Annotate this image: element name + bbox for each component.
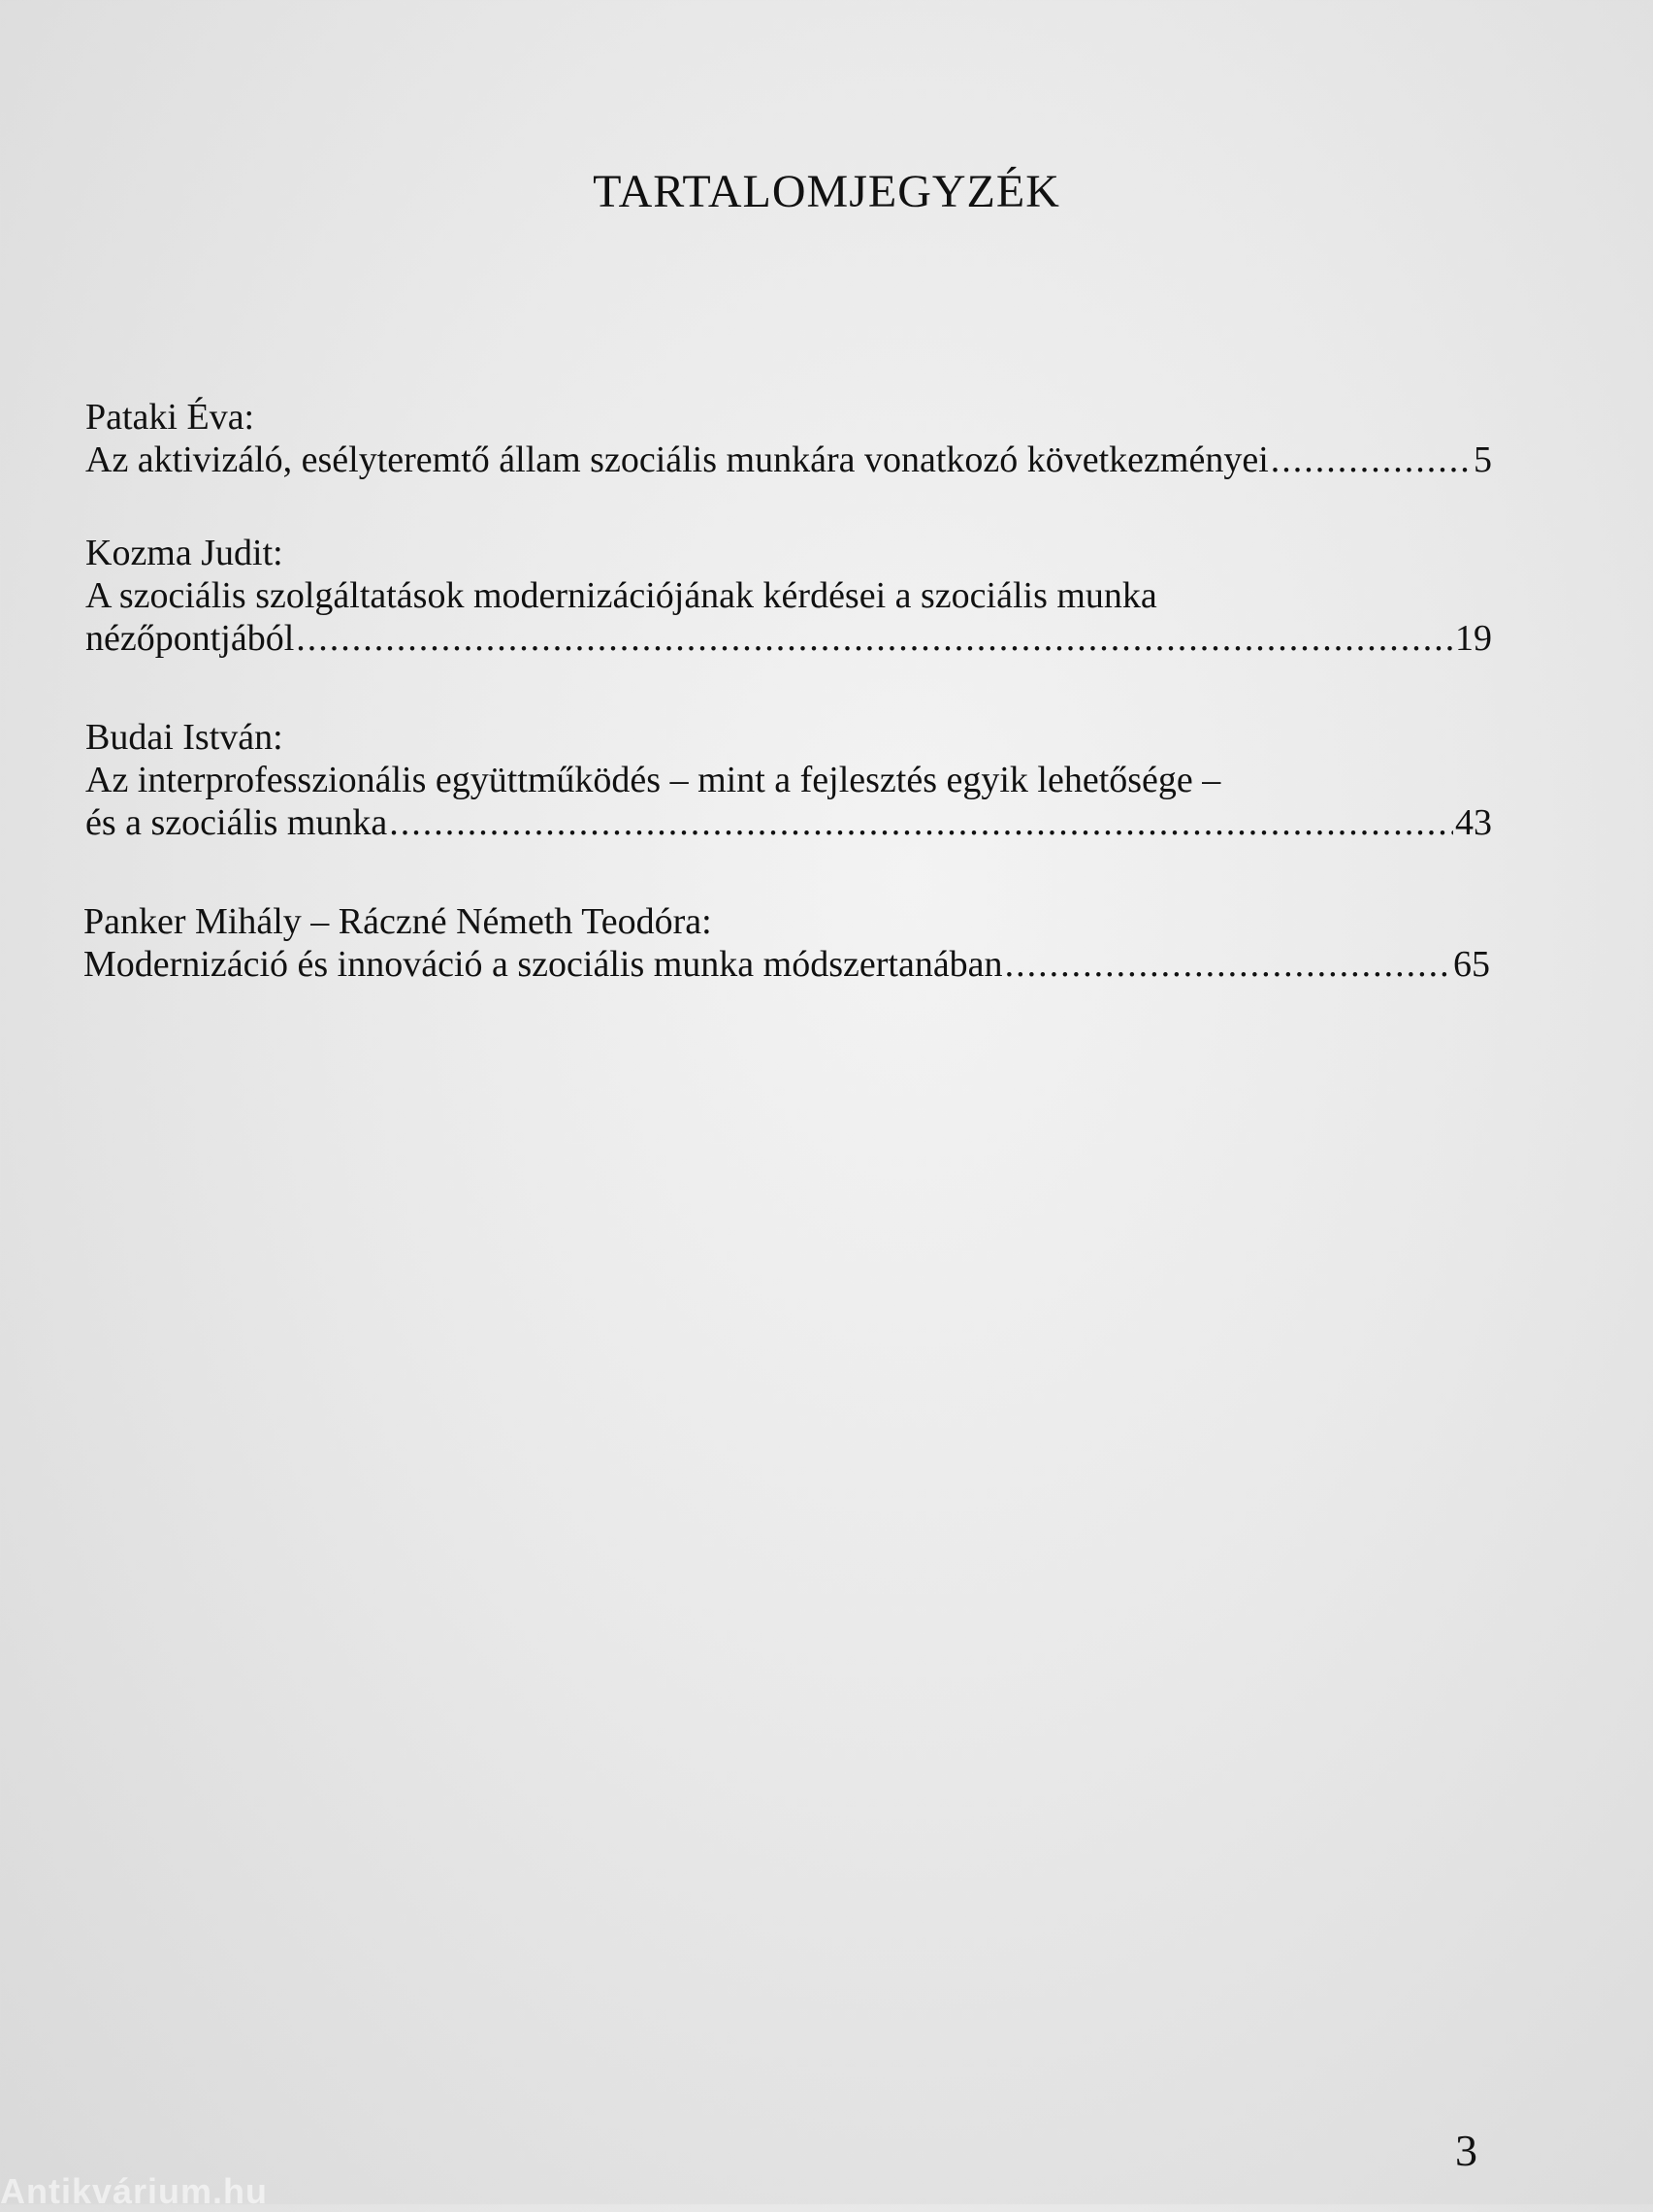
toc-entry-title: A szociális szolgáltatások modernizációjának kérdései a szociális munka	[85, 575, 1157, 616]
toc-entry-title-cont: és a szociális munka	[85, 802, 388, 843]
toc-leader-dots	[1005, 943, 1451, 986]
watermark: Antikvárium.hu	[0, 2171, 269, 2211]
toc-leader-dots	[389, 801, 1453, 844]
page-number: 3	[1455, 2126, 1477, 2175]
toc-entry-title-line	[85, 617, 1492, 660]
toc-entry-title: Az aktivizáló, esélyteremtő állam szociális munkára vonatkozó következményei	[85, 439, 1269, 480]
toc-leader-dots	[1271, 439, 1472, 481]
page-title: TARTALOMJEGYZÉK	[593, 166, 1060, 217]
toc-leader-dots	[296, 617, 1453, 660]
toc-entry	[85, 532, 1492, 660]
toc-entry-author: Panker Mihály – Ráczné Németh Teodóra:	[83, 901, 712, 942]
toc-entry-page: 19	[1455, 618, 1492, 659]
toc-entry-title-line	[85, 801, 1492, 844]
toc-entry-title: Az interprofesszionális együttműködés – mint a fejlesztés egyik lehetősége –	[85, 760, 1221, 800]
toc-entry-author: Budai István:	[85, 717, 283, 758]
toc-entry-page: 43	[1455, 802, 1492, 843]
toc-entry	[85, 396, 1492, 481]
toc-entry-author: Kozma Judit:	[85, 533, 283, 573]
toc-entry-title-line	[83, 943, 1490, 986]
toc-entry-title-cont: nézőpontjából	[85, 618, 295, 659]
toc-entry-title: Modernizáció és innováció a szociális munka módszertanában	[83, 944, 1003, 985]
toc-entry-author: Pataki Éva:	[85, 397, 255, 438]
toc-entry-page: 65	[1453, 944, 1490, 985]
toc-entry	[83, 900, 1490, 986]
toc-entry	[85, 716, 1492, 844]
toc-entry-title-line	[85, 439, 1492, 481]
toc-entry-page: 5	[1474, 439, 1492, 480]
